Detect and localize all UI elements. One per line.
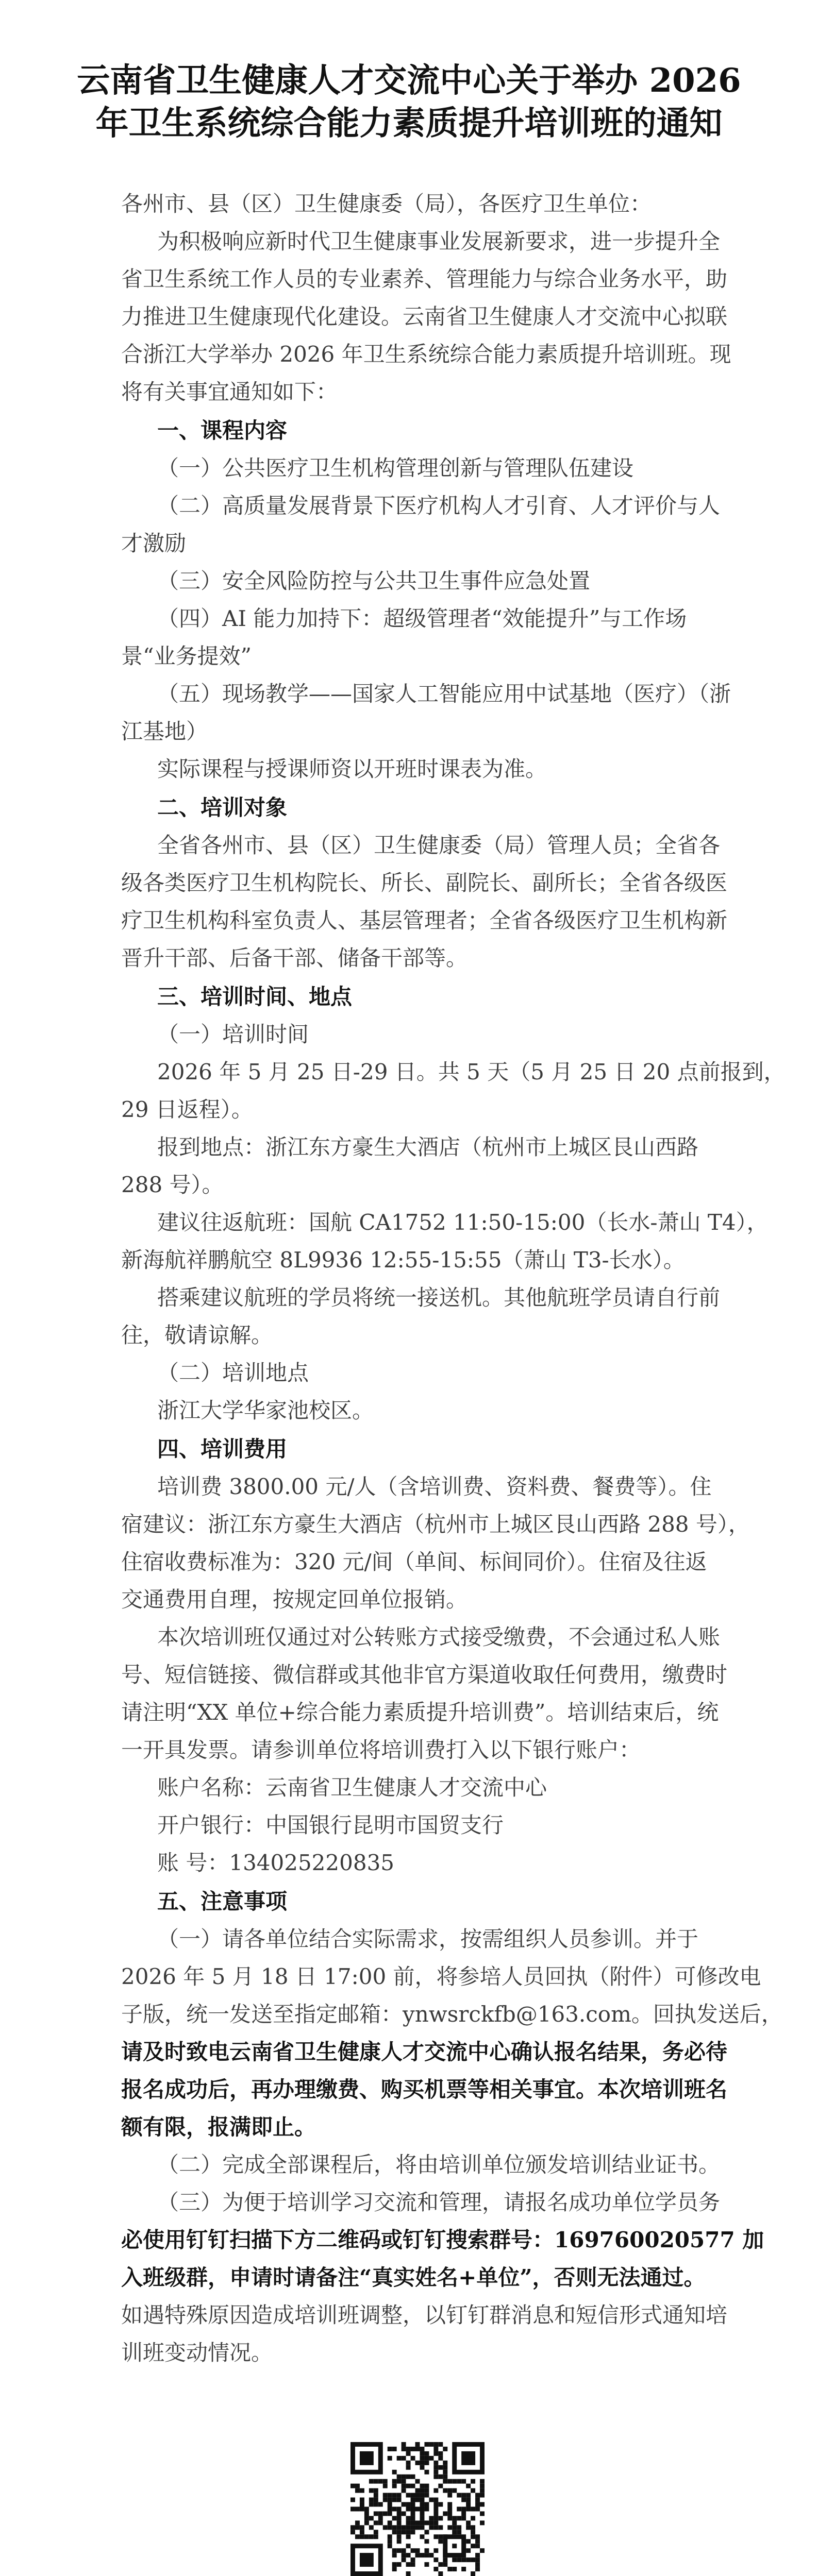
time-line: 2026 年 5 月 25 日-29 日。共 5 天（5 月 25 日 20 点前报到，: [157, 1059, 786, 1084]
audience-line: 级各类医疗卫生机构院长、所长、副院长、副所长；全省各级医: [121, 870, 728, 895]
flight-line: 建议往返航班：国航 CA1752 11:50-15:00（长水-萧山 T4），: [157, 1210, 769, 1235]
note-line: 2026 年 5 月 18 日 17:00 前，将参培人员回执（附件）可修改电: [121, 1964, 761, 1989]
subheading-time: （一）培训时间: [157, 1022, 309, 1047]
fee-line: 交通费用自理，按规定回单位报销。: [121, 1587, 468, 1612]
time-line: 报到地点：浙江东方豪生大酒店（杭州市上城区艮山西路: [157, 1134, 699, 1160]
time-line: 288 号）。: [121, 1172, 224, 1197]
note-line-emphasis: 请及时致电云南省卫生健康人才交流中心确认报名结果，务必待: [121, 2039, 728, 2064]
payment-line: 请注明“XX 单位+综合能力素质提升培训费”。培训结束后，统: [121, 1700, 719, 1725]
course-item: （二）高质量发展背景下医疗机构人才引育、人才评价与人: [157, 493, 721, 518]
intro-line: 力推进卫生健康现代化建设。云南省卫生健康人才交流中心拟联: [121, 304, 728, 329]
venue-line: 浙江大学华家池校区。: [157, 1398, 374, 1423]
pickup-line: 往，敬请谅解。: [121, 1323, 273, 1348]
time-line: 29 日返程）。: [121, 1097, 253, 1122]
course-item: （五）现场教学——国家人工智能应用中试基地（医疗）（浙: [157, 681, 731, 706]
course-item: 才激励: [121, 531, 187, 556]
section-heading-fees: 四、培训费用: [157, 1436, 288, 1462]
course-item: （一）公共医疗卫生机构管理创新与管理队伍建设: [157, 455, 634, 481]
note-line-emphasis: 必使用钉钉扫描下方二维码或钉钉搜索群号：169760020577 加: [121, 2227, 764, 2252]
note-line: 训班变动情况。: [121, 2340, 273, 2365]
payment-line: 本次培训班仅通过对公转账方式接受缴费，不会通过私人账: [157, 1624, 721, 1650]
intro-line: 合浙江大学举办 2026 年卫生系统综合能力素质提升培训班。现: [121, 342, 731, 367]
section-heading-courses: 一、课程内容: [157, 418, 288, 443]
audience-line: 疗卫生机构科室负责人、基层管理者；全省各级医疗卫生机构新: [121, 908, 728, 933]
subheading-place: （二）培训地点: [157, 1360, 309, 1385]
account-number: 账 号：134025220835: [157, 1850, 395, 1875]
fee-line: 培训费 3800.00 元/人（含培训费、资料费、餐费等）。住: [157, 1474, 712, 1499]
notice-title-line2: 年卫生系统综合能力素质提升培训班的通知: [95, 104, 723, 143]
note-line: （三）为便于培训学习交流和管理，请报名成功单位学员务: [157, 2190, 721, 2215]
intro-line: 省卫生系统工作人员的专业素养、管理能力与综合业务水平，助: [121, 266, 728, 292]
course-item: 实际课程与授课师资以开班时课表为准。: [157, 756, 547, 782]
course-item: 江基地）: [121, 719, 208, 744]
payment-line: 号、短信链接、微信群或其他非官方渠道收取任何费用，缴费时: [121, 1662, 728, 1687]
note-line-emphasis: 额有限，报满即止。: [121, 2114, 316, 2140]
intro-line: 为积极响应新时代卫生健康事业发展新要求，进一步提升全: [157, 229, 721, 254]
course-item: 景“业务提效”: [121, 643, 252, 669]
note-line: 子版，统一发送至指定邮箱：ynwsrckfb@163.com。回执发送后，: [121, 2002, 783, 2027]
audience-line: 全省各州市、县（区）卫生健康委（局）管理人员；全省各: [157, 833, 721, 858]
account-name: 账户名称：云南省卫生健康人才交流中心: [157, 1775, 547, 1800]
fee-line: 住宿收费标准为：320 元/间（单间、标间同价）。住宿及往返: [121, 1549, 707, 1574]
section-heading-time-place: 三、培训时间、地点: [157, 984, 353, 1009]
note-line: （一）请各单位结合实际需求，按需组织人员参训。并于: [157, 1926, 699, 1952]
course-item: （四）AI 能力加持下：超级管理者“效能提升”与工作场: [157, 606, 687, 631]
flight-line: 新海航祥鹏航空 8L9936 12:55-15:55（萧山 T3-长水）。: [121, 1247, 685, 1273]
section-heading-audience: 二、培训对象: [157, 795, 288, 820]
pickup-line: 搭乘建议航班的学员将统一接送机。其他航班学员请自行前: [157, 1285, 721, 1310]
audience-line: 晋升干部、后备干部、储备干部等。: [121, 945, 468, 971]
dingtalk-group-qr-code[interactable]: [350, 2442, 485, 2576]
note-line-emphasis: 入班级群，申请时请备注“真实姓名+单位”，否则无法通过。: [121, 2265, 706, 2290]
note-line: 如遇特殊原因造成培训班调整，以钉钉群消息和短信形式通知培: [121, 2302, 728, 2328]
bank-name: 开户银行：中国银行昆明市国贸支行: [157, 1812, 504, 1838]
fee-line: 宿建议：浙江东方豪生大酒店（杭州市上城区艮山西路 288 号），: [121, 1512, 750, 1537]
intro-line: 将有关事宜通知如下：: [121, 379, 338, 404]
payment-line: 一开具发票。请参训单位将培训费打入以下银行账户：: [121, 1737, 641, 1762]
note-line-emphasis: 报名成功后，再办理缴费、购买机票等相关事宜。本次培训班名: [121, 2077, 728, 2102]
course-item: （三）安全风险防控与公共卫生事件应急处置: [157, 568, 591, 594]
section-heading-notes: 五、注意事项: [157, 1889, 288, 1914]
salutation: 各州市、县（区）卫生健康委（局），各医疗卫生单位：: [121, 191, 652, 216]
notice-title-line1: 云南省卫生健康人才交流中心关于举办 2026: [77, 61, 741, 100]
note-line: （二）完成全部课程后，将由培训单位颁发培训结业证书。: [157, 2152, 721, 2177]
